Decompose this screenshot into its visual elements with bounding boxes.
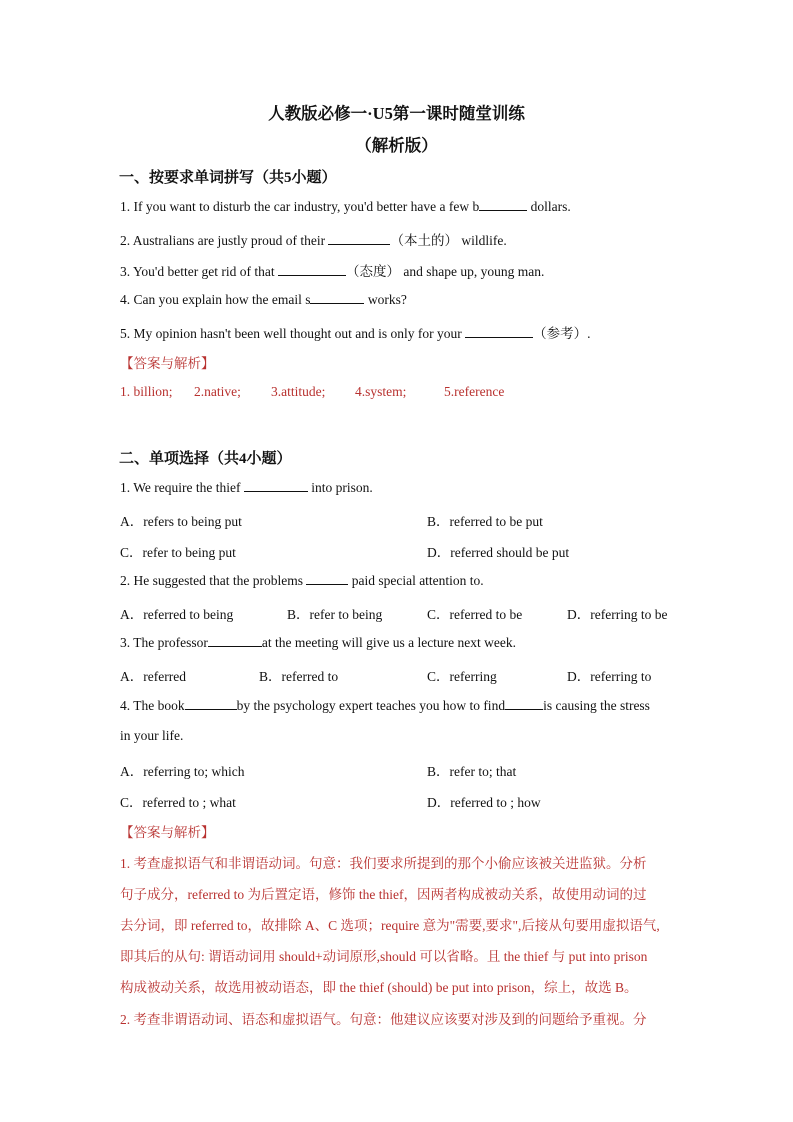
page-title: 人教版必修一·U5第一课时随堂训练: [268, 104, 525, 123]
s1-answer-5: 5.reference: [444, 384, 505, 399]
s2-q4-option-a: A．referring to; which: [120, 764, 245, 779]
s1-question-1: 1. If you want to disturb the car industry, you'd better have a few b dollars.: [120, 199, 571, 214]
s1-answer-heading: 【答案与解析】: [120, 356, 215, 371]
s2-question-4: 4. The book by the psychology expert teaches you how to find is causing the stress: [120, 698, 650, 713]
s1-answer-4: 4.system;: [355, 384, 407, 399]
s2-q2-option-a: A．referred to being: [120, 607, 234, 622]
s2-q2-option-b: B．refer to being: [287, 607, 383, 622]
s2-q2-option-d: D．referring to be: [567, 607, 668, 622]
s2-q4-option-d: D．referred to ; how: [427, 795, 541, 810]
s2-question-2: 2. He suggested that the problems paid special attention to.: [120, 573, 484, 588]
s2-q3-option-b: B．referred to: [259, 669, 339, 684]
s1-answer-3: 3.attitude;: [271, 384, 326, 399]
s1-question-4: 4. Can you explain how the email s works?: [120, 292, 407, 307]
section1-heading: 一、按要求单词拼写（共5小题）: [119, 170, 337, 186]
section2-heading: 二、单项选择（共4小题）: [119, 451, 292, 467]
s2-analysis-line-2: 句子成分，referred to 为后置定语，修饰 the thief，因两者构成被动关系，故使用动词的过: [120, 887, 647, 902]
s2-q2-option-c: C．referred to be: [427, 607, 523, 622]
s2-q3-option-a: A．referred: [120, 669, 186, 684]
page-subtitle: （解析版）: [355, 136, 438, 155]
s2-q1-option-d: D．referred should be put: [427, 545, 570, 560]
s1-answer-1: 1. billion;: [120, 384, 173, 399]
s2-answer-heading: 【答案与解析】: [120, 825, 215, 840]
s1-answer-2: 2.native;: [194, 384, 241, 399]
s2-analysis-line-1: 1. 考查虚拟语气和非谓语动词。句意：我们要求所提到的那个小偷应该被关进监狱。分析: [120, 856, 647, 871]
s2-q3-option-d: D．referring to: [567, 669, 652, 684]
s2-q1-option-b: B．referred to be put: [427, 514, 543, 529]
s2-analysis-line-5: 构成被动关系，故选用被动语态，即 the thief (should) be put into prison，综上，故选 B。: [120, 980, 638, 995]
s2-analysis-line-3: 去分词，即 referred to，故排除 A、C 选项；require 意为"需要,要求",后接从句要用虚拟语气,: [120, 918, 660, 933]
s2-q3-option-c: C．referring: [427, 669, 497, 684]
s2-q1-option-a: A．refers to being put: [120, 514, 242, 529]
s2-question-1: 1. We require the thief into prison.: [120, 480, 373, 495]
s2-q4-option-b: B．refer to; that: [427, 764, 517, 779]
s1-question-3: 3. You'd better get rid of that （态度） and shape up, young man.: [120, 264, 545, 279]
s2-question-4-continued: in your life.: [120, 728, 184, 743]
s2-analysis-line-4: 即其后的从句: 谓语动词用 should+动词原形,should 可以省略。且 the thief 与 put into prison: [120, 949, 648, 964]
s2-q1-option-c: C．refer to being put: [120, 545, 236, 560]
s2-question-3: 3. The professor at the meeting will give us a lecture next week.: [120, 635, 517, 650]
s1-question-5: 5. My opinion hasn't been well thought out and is only for your （参考）.: [120, 326, 591, 341]
s2-q4-option-c: C．referred to ; what: [120, 795, 236, 810]
s1-question-2: 2. Australians are justly proud of their （本土的） wildlife.: [120, 233, 507, 248]
s2-analysis-line-6: 2. 考查非谓语动词、语态和虚拟语气。句意：他建议应该要对涉及到的问题给予重视。分: [120, 1012, 647, 1027]
